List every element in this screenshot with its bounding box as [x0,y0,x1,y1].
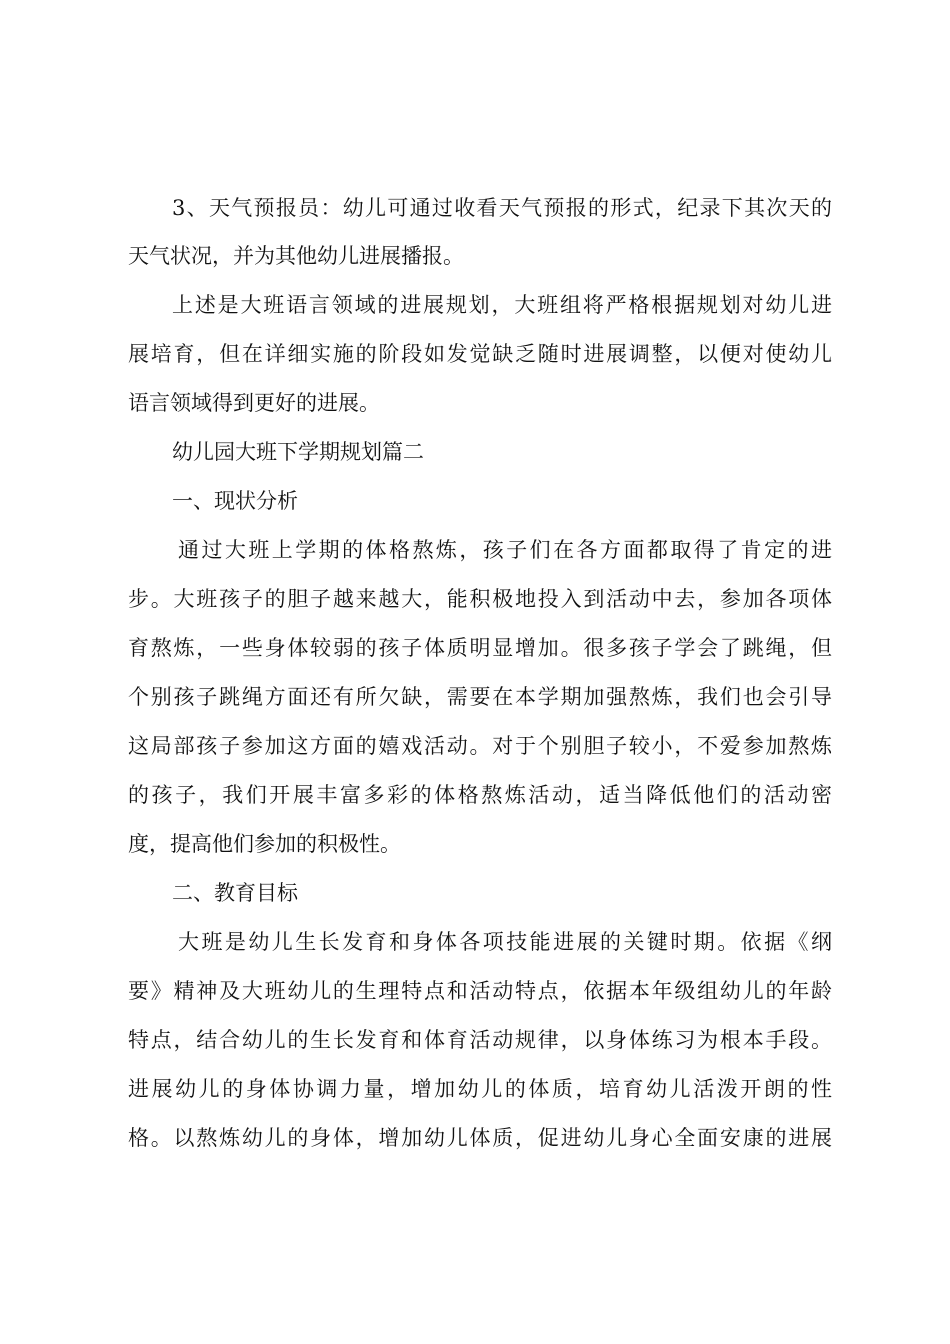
paragraph-analysis-line-1: 通过大班上学期的体格熬炼，孩子们在各方面都取得了肯定的进 [178,538,832,562]
paragraph-goals-line-5: 格。以熬炼幼儿的身体，增加幼儿体质，促进幼儿身心全面安康的进展 [128,1126,832,1150]
paragraph-analysis-line-3: 育熬炼，一些身体较弱的孩子体质明显增加。很多孩子学会了跳绳，但 [128,636,832,660]
paragraph-analysis-line-2: 步。大班孩子的胆子越来越大，能积极地投入到活动中去，参加各项体 [128,587,832,611]
paragraph-goals-line-4: 进展幼儿的身体协调力量，增加幼儿的体质，培育幼儿活泼开朗的性 [128,1077,832,1101]
paragraph-weather-line-2: 天气状况，并为其他幼儿进展播报。 [128,244,464,268]
paragraph-analysis-line-5: 这局部孩子参加这方面的嬉戏活动。对于个别胆子较小，不爱参加熬炼 [128,734,832,758]
paragraph-analysis-line-4: 个别孩子跳绳方面还有所欠缺，需要在本学期加强熬炼，我们也会引导 [128,685,832,709]
paragraph-analysis-line-7: 度，提高他们参加的积极性。 [128,832,401,856]
section-title: 幼儿园大班下学期规划篇二 [172,440,424,464]
paragraph-weather-line-1: 3、天气预报员：幼儿可通过收看天气预报的形式，纪录下其次天的 [172,196,832,220]
paragraph-goals-line-1: 大班是幼儿生长发育和身体各项技能进展的关键时期。依据《纲 [178,930,832,954]
paragraph-analysis-line-6: 的孩子，我们开展丰富多彩的体格熬炼活动，适当降低他们的活动密 [128,783,832,807]
paragraph-summary-line-2: 展培育，但在详细实施的阶段如发觉缺乏随时进展调整，以便对使幼儿 [128,342,832,366]
heading-status-analysis: 一、现状分析 [172,489,298,513]
paragraph-goals-line-2: 要》精神及大班幼儿的生理特点和活动特点，依据本年级组幼儿的年龄 [128,979,832,1003]
paragraph-summary-line-1: 上述是大班语言领域的进展规划，大班组将严格根据规划对幼儿进 [172,293,832,317]
paragraph-goals-line-3: 特点，结合幼儿的生长发育和体育活动规律，以身体练习为根本手段。 [128,1028,832,1052]
paragraph-summary-line-3: 语言领域得到更好的进展。 [128,391,380,415]
heading-education-goals: 二、教育目标 [172,881,298,905]
